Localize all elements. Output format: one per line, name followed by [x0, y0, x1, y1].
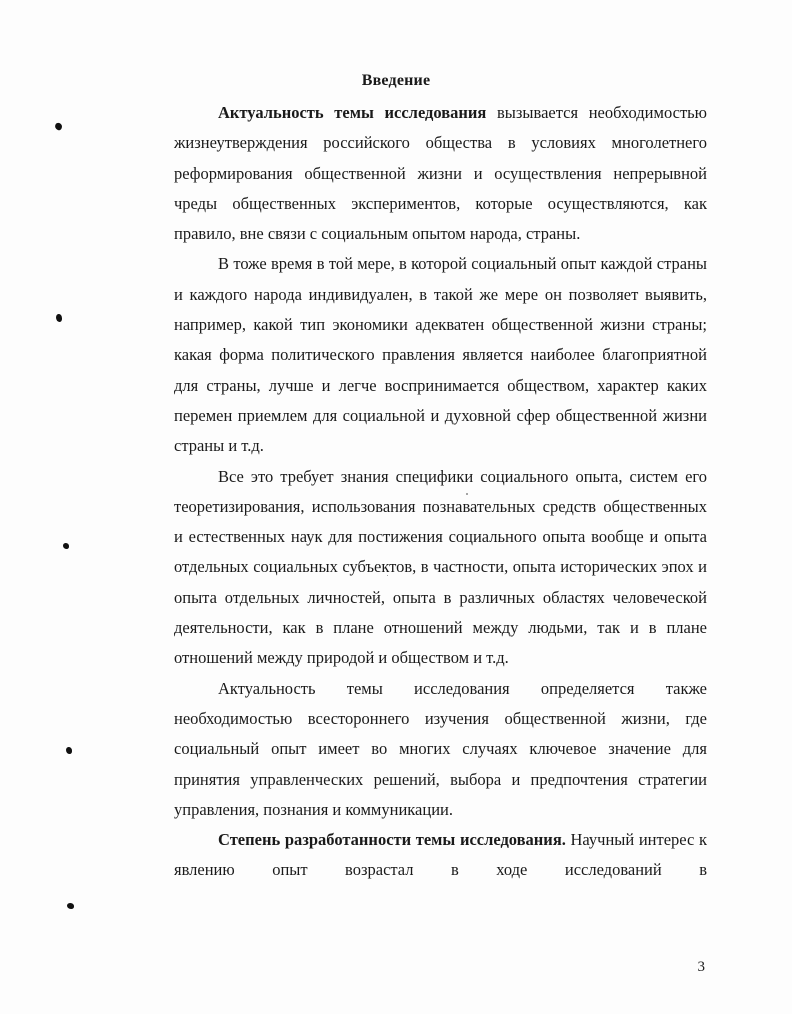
- paragraph-lead-bold: Актуальность темы исследования: [218, 103, 487, 122]
- page-number: 3: [697, 959, 705, 975]
- paragraph-text: Все это требует знания специфики социального опыта, систем его теоретизирования, использования познавательных средств общественных и естественных наук для постижения социального опыта вообще и опыта отдельных социальных субъектов, в частности, опыта исторических эпох и опыта отдельных личностей, опыта в различных областях человеческой деятельности, как в плане отношений между людьми, так и в плане отношений между природой и обществом и т.д.: [174, 466, 707, 668]
- paragraph-social-experience: [174, 249, 707, 461]
- paragraph-text: Актуальность темы исследования определяется также необходимостью всестороннего изучения общественной жизни, где социальный опыт имеет во многих случаях ключевое значение для принятия управленческих решений, выбора и предпочтения стратегии управления, познания и коммуникации.: [174, 678, 707, 819]
- scan-artifact-dot: [67, 903, 74, 909]
- paragraph-degree-of-development: [174, 825, 707, 886]
- scan-artifact-dot: [63, 543, 69, 549]
- scan-artifact-dot: [56, 314, 62, 322]
- page-title: Введение: [361, 72, 431, 89]
- paragraph-relevance-extra: [174, 674, 707, 825]
- paragraph-text: В тоже время в той мере, в которой социальный опыт каждой страны и каждого народа индивидуален, в такой же мере он позволяет выявить, например, какой тип экономики адекватен общественной жизни страны; какая форма политического правления является наиболее благоприятной для страны, лучше и легче воспринимается обществом, характер каких перемен приемлем для социальной и духовной сфер общественной жизни страны и т.д.: [174, 254, 707, 456]
- paragraph-relevance: [174, 98, 707, 249]
- paragraph-requirements: [174, 462, 707, 674]
- document-body: [174, 98, 707, 886]
- paragraph-text: вызывается необходимостью жизнеутверждения российского общества в условиях многолетнего реформирования общественной жизни и осуществления непрерывной чреды общественных экспериментов, которые осуществляются, как правило, вне связи с социальным опытом народа, страны.: [174, 103, 708, 244]
- scan-artifact-dot: [54, 122, 63, 131]
- paragraph-lead-bold: Степень разработанности темы исследования.: [218, 830, 566, 850]
- paragraph-text: Научный интерес к явлению опыт возрастал в ходе исследований в: [174, 830, 707, 880]
- scan-artifact-dot: [66, 747, 72, 754]
